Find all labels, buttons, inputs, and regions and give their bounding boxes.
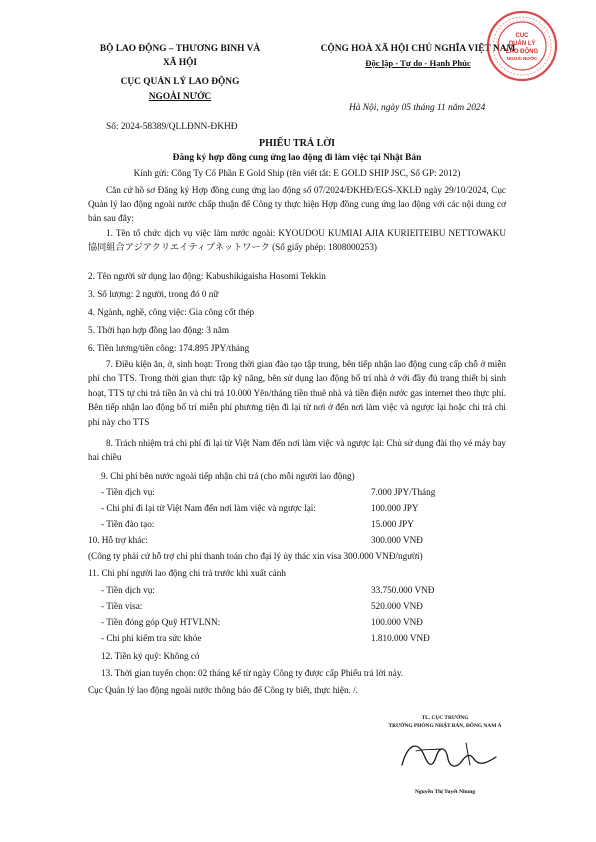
seal-text-line2: QUẢN LÝ [508,41,536,47]
item-9-row-value: 7.000 JPY/Tháng [371,487,436,497]
item-11-row-value: 520.000 VNĐ [371,601,423,611]
seal-text-line3: LAO ĐỘNG [505,49,539,55]
ministry-line2: XÃ HỘI [162,58,198,68]
department-line2: NGOÀI NƯỚC [148,92,212,102]
item-6-salary: 6. Tiền lương/tiền công: 174.895 JPY/tháng [88,343,250,353]
item-8-travel-cost: 8. Trách nhiệm trả chi phí đi lại từ Việt Nam đến nơi làm việc và ngược lại: Chủ sử dụng đài thọ vé máy bay hai chiều [88,438,506,463]
signature-title-line1: TL. CỤC TRƯỞNG [421,715,469,721]
seal-text-line1: CỤC [515,33,529,39]
item-1-partner: 1. Tên tổ chức dịch vụ việc làm nước ngoài: KYOUDOU KUMIAI AJIA KURIEITEIBU NETTOWAKU 協同組合アジアクリエイティブネットワーク (Số giấy phép: 1808000253) [88,228,506,253]
signer-name: Nguyễn Thị Tuyết Nhung [414,789,476,795]
official-seal-stamp [486,10,558,82]
motto: Độc lập - Tự do - Hạnh Phúc [365,58,471,68]
closing-line: Cục Quản lý lao động ngoài nước thông báo để Công ty biết, thực hiện. /. [88,685,358,695]
department-line1: CỤC QUẢN LÝ LAO ĐỘNG [120,77,240,87]
ministry-line1: BỘ LAO ĐỘNG – THƯƠNG BINH VÀ [99,44,261,54]
intro-paragraph: Căn cứ hồ sơ Đăng ký Hợp đồng cung ứng lao động số 07/2024/ĐKHĐ/EGS-XKLĐ ngày 29/10/2024, Cục Quản lý lao động ngoài nước chấp thuận để Công ty thực hiện Hợp đồng cung ứng lao động với các nội dung cơ bản sau đây: [88,185,506,224]
item-10-label: 10. Hỗ trợ khác: [88,535,148,545]
item-7-living-conditions: 7. Điều kiện ăn, ở, sinh hoạt: Trong thời gian đào tạo tập trung, bên tiếp nhận lao động cung cấp chỗ ở miễn phí cho TTS. Trong thời gian thực tập kỹ năng, bên sử dụng lao động bố trí nhà ở với đầy đủ trang thiết bị sinh hoạt, TTS tự chi trả tiền ăn và chi trả 10.000 Yên/tháng tiền thuê nhà và tiền điện nước gas internet theo thực phí. Bên tiếp nhận lao động bố trí miễn phí phương tiện đi lại từ nơi ở đến nơi làm việc và ngược lại hoặc chi trả chi phí này cho TTS [88,359,506,427]
item-11-row-label: - Chi phí kiểm tra sức khỏe [101,633,202,643]
republic-title: CỘNG HOÀ XÃ HỘI CHỦ NGHĨA VIỆT NAM [320,44,516,54]
item-2-employer: 2. Tên người sử dụng lao động: Kabushikigaisha Hosomi Tekkin [88,271,326,281]
item-13-selection-period: 13. Thời gian tuyển chọn: 02 tháng kể từ ngày Công ty được cấp Phiếu trả lời này. [101,668,404,678]
signature-title-line2: TRƯỞNG PHÒNG NHẬT BẢN, ĐÔNG NAM Á [388,723,502,729]
document-subtitle: Đăng ký hợp đồng cung ứng lao động đi làm việc tại Nhật Bản [172,153,422,163]
item-12-deposit: 12. Tiền ký quỹ: Không có [101,651,200,661]
item-11-row-value: 33.750.000 VNĐ [371,585,435,595]
item-9-row-label: - Tiền đào tạo: [101,519,155,529]
handwritten-signature [396,735,502,775]
item-9-row-label: - Tiền dịch vụ: [101,487,155,497]
place-date: Hà Nội, ngày 05 tháng 11 năm 2024 [349,103,486,113]
item-11-row-label: - Tiền visa: [101,601,143,611]
item-9-row-value: 15.000 JPY [371,519,414,529]
item-5-contract-term: 5. Thời hạn hợp đồng lao động: 3 năm [88,325,229,335]
item-9-row-label: - Chi phí đi lại từ Việt Nam đến nơi làm việc và ngược lại: [101,503,316,513]
item-3-quantity: 3. Số lượng: 2 người, trong đó 0 nữ [88,289,219,299]
item-11-row-value: 1.810.000 VNĐ [371,633,430,643]
document-title: PHIẾU TRẢ LỜI [259,138,335,149]
item-11-row-label: - Tiền đóng góp Quỹ HTVLNN: [101,617,221,627]
item-11-row-label: - Tiền dịch vụ: [101,585,155,595]
recipient-line: Kính gửi: Công Ty Cổ Phần E Gold Ship (tên viết tắt: E GOLD SHIP JSC, Số GP: 2012) [133,168,461,178]
item-10-note: (Công ty phải cứ hỗ trợ chi phí thanh toán cho đại lý ủy thác xin visa 300.000 VNĐ/người) [88,551,423,561]
item-4-occupation: 4. Ngành, nghề, công việc: Gia công cốt thép [88,307,255,317]
seal-text-line4: NGOÀI NƯỚC [506,56,538,61]
item-10-value: 300.000 VNĐ [371,535,423,545]
item-11-row-value: 100.000 VNĐ [371,617,423,627]
doc-number: Số: 2024-58389/QLLĐNN-ĐKHĐ [106,122,238,132]
item-11-title: 11. Chi phí người lao động chi trả trước khi xuất cảnh [88,568,286,578]
item-9-title: 9. Chi phí bên nước ngoài tiếp nhận chi trả (cho mỗi người lao động) [101,471,355,481]
item-9-row-value: 100.000 JPY [371,503,419,513]
